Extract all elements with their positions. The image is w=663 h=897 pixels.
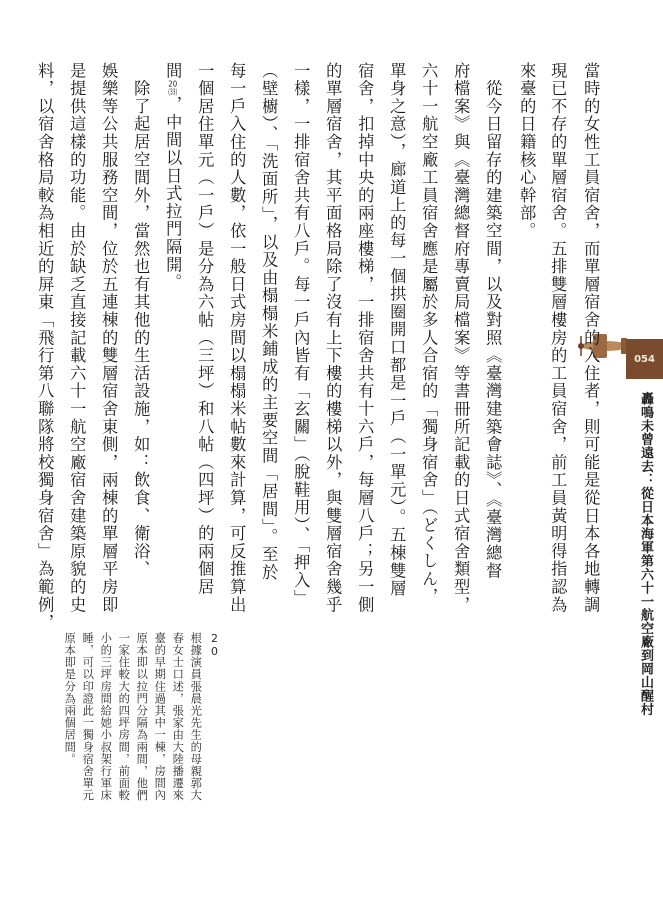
body-column-18: 料，以宿舍格局較為相近的屏東「飛行第八聯隊將校獨身宿舍」為範例， [35,62,55,632]
body-column-4: 從今日留存的建築空間，以及對照《臺灣建築會誌》、《臺灣總督 [483,62,503,580]
body-column-1: 當時的女性工員宿舍，而單層宿舍的入住者，則可能是從日本各地轉調 [581,62,601,614]
body-column-7: 單身之意），廊道上的每一個拱圈開口都是一戶（一單元）。五棟雙層 [387,62,407,598]
body-column-14-tail: ，中間以日式拉門隔開。 [163,95,183,292]
footnote-ref: 20 [168,79,178,88]
page-number: 054 [634,353,655,365]
footnote-line-8: 原本即是分為兩個居間。 [63,632,77,766]
body-column-10: 一樣，一排宿舍共有八戶。每一戶內皆有「玄關」（脫鞋用）、「押入」 [291,62,311,608]
body-column-6: 六十一航空廠工員宿舍應是屬於多人合宿的「獨身宿舍」（どくしん， [419,62,439,606]
body-column-15: 除了起居空間外，當然也有其他的生活設施，如：飲食、衛浴、 [131,62,151,579]
footnote-line-2: 春女士口述，張家由大陸播遷來 [171,632,185,802]
footnote-line-1: 根據演員張晨光先生的母親郭大 [189,632,203,802]
body-column-11: （壁櫥）、「洗面所」，以及由榻榻米鋪成的主要空間「居間」。至於 [259,62,279,582]
footnote-number: 20 [208,632,221,658]
body-column-9: 的單層宿舍，其平面格局除了沒有上下樓的樓梯以外，與雙層宿舍幾乎 [323,62,343,614]
footnote-line-4: 原本即以拉門分隔為兩間，他們 [135,632,149,802]
body-column-14 [163,62,183,292]
page-number-tab [626,339,663,379]
footnote-line-6: 小的三坪房間給她小叔架行軍床 [99,632,113,802]
body-column-5: 府檔案》與《臺灣總督府專賣局檔案》等書冊所記載的日式宿舍類型， [451,62,471,614]
body-column-2: 現已不存的單層宿舍。五排雙層樓房的工員宿舍，前工員黃明得指認為 [548,62,568,614]
footnote-line-3: 臺的早期住過其中一棟，房間內 [153,632,167,802]
body-column-16: 娛樂等公共服務空間，位於五連棟的雙層宿舍東側，兩棟的單層平房即 [99,62,119,614]
body-column-3: 來臺的日籍核心幹部。 [517,62,537,240]
body-column-17: 是提供這樣的功能。由於缺乏直接記載六十一航空廠宿舍建築原貌的史 [67,62,87,614]
citation-ref: (33) [168,87,178,96]
body-column-14-text: 間 [163,62,183,80]
running-title: 轟鳴未曾遠去：從日本海軍第六十一航空廠到岡山醒村 [638,392,653,716]
footnote-line-5: 一家住較大的四坪房間，前面較 [117,632,131,802]
body-column-12: 每一戶入住的人數，依一般日式房間以榻榻米帖數來計算，可反推算出 [227,62,247,614]
footnote-line-7: 睡，可以印證此一獨身宿舍單元 [81,632,95,802]
body-column-8: 宿舍，扣掉中央的兩座樓梯，一排宿舍共有十六戶，每層八戶；另一側 [355,62,375,614]
body-column-13: 一個居住單元（一戶）是分為六帖（三坪）和八帖（四坪）的兩個居 [195,62,215,596]
